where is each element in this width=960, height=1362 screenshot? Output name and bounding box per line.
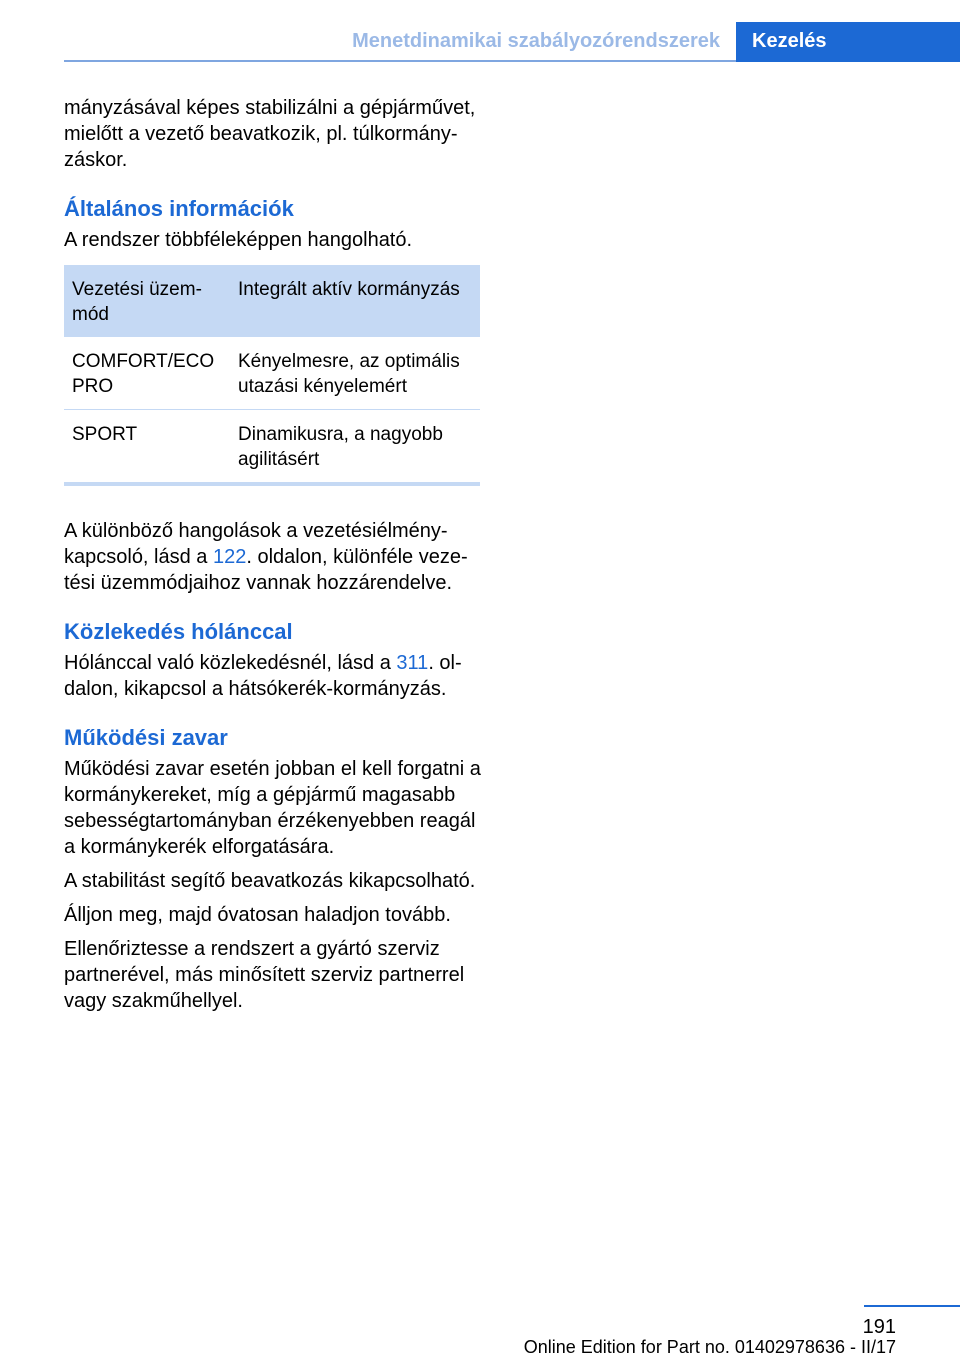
tuning-text-start: A különböző hangolások a vezetésiélménykapcsoló, lásd a [64, 520, 448, 568]
table-row [64, 337, 480, 410]
page-link-311[interactable]: 311 [396, 652, 429, 674]
page-number: 191 [862, 1316, 896, 1338]
chapter-title: Menetdinamikai szabályozórendszerek [352, 30, 720, 52]
table-header-mode: Vezetési üzemmód [72, 279, 202, 325]
table-header-row [64, 265, 480, 337]
table-cell: Dinamikusra, a nagyobb agilitásért [238, 424, 443, 470]
snow-chains-text-start: Hólánccal való közlekedésnél, lásd a [64, 652, 397, 674]
table-cell: SPORT [72, 424, 138, 445]
malfunction-paragraph: A stabilitást segítő beavatkozás kikapcsolható. [64, 870, 476, 892]
content-column [64, 95, 482, 1022]
driving-mode-table [64, 265, 480, 486]
table-cell: COMFORT/ECO PRO [72, 351, 215, 397]
table-cell: Kényelmesre, az optimális utazási kényelemért [238, 351, 460, 397]
malfunction-paragraph: Álljon meg, majd óvatosan haladjon tovább. [64, 904, 451, 926]
general-info-text: A rendszer többféleképpen hangolható. [64, 229, 413, 251]
snow-chains-text-end: . oldalon, kikapcsol a hátsókerék-kormányzás. [64, 652, 462, 700]
heading-general-info: Általános információk [64, 196, 294, 221]
intro-paragraph: mányzásával képes stabilizálni a gépjárművet, mielőtt a vezető beavatkozik, pl. túlkormányzáskor. [64, 97, 476, 171]
heading-malfunction: Működési zavar [64, 725, 228, 750]
heading-snow-chains: Közlekedés hólánccal [64, 619, 293, 644]
malfunction-paragraph: Működési zavar esetén jobban el kell forgatni a kormánykereket, míg a gépjármű magasabb sebességtartományban érzékenyebben reagál a kormánykerék elforgatására. [64, 758, 481, 858]
edition-line: Online Edition for Part no. 01402978636 - II/17 [523, 1337, 896, 1357]
table-row [64, 410, 480, 485]
footer-rule [864, 1305, 960, 1307]
malfunction-paragraph: Ellenőriztesse a rendszert a gyártó szerviz partnerével, más minősített szerviz partnerrel vagy szakműhellyel. [64, 938, 465, 1012]
tuning-text-end: . oldalon, különféle vezetési üzemmódjaihoz vannak hozzárendelve. [64, 546, 468, 594]
section-tab: Kezelés [736, 22, 960, 62]
table-header-steering: Integrált aktív kormányzás [238, 279, 460, 300]
page-link-122[interactable]: 122 [212, 546, 247, 568]
snow-chains-paragraph [64, 650, 482, 702]
tuning-paragraph [64, 518, 482, 596]
